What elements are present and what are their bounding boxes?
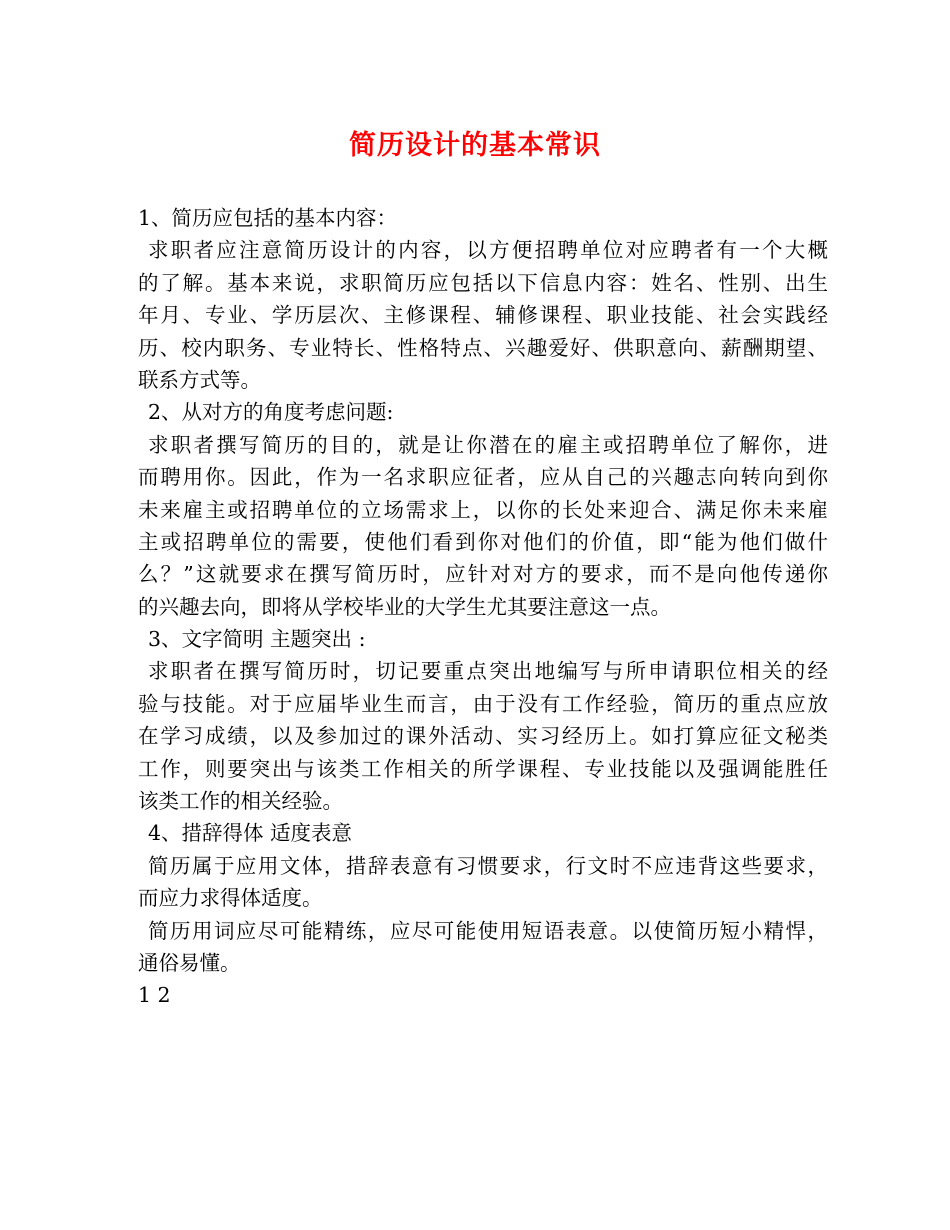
text-line: 在学习成绩，以及参加过的课外活动、实习经历上。如打算应征文秘类: [138, 724, 828, 749]
document-body: [138, 202, 828, 1012]
text-line: 简历属于应用文体，措辞表意有习惯要求，行文时不应违背这些要求，: [148, 853, 828, 878]
text-line: 该类工作的相关经验。: [138, 789, 343, 814]
text-line: 联系方式等。: [138, 367, 261, 392]
text-line: 么？”这就要求在撰写简历时，应针对对方的要求，而不是向他传递你: [138, 562, 828, 587]
text-line: 2、从对方的角度考虑问题:: [148, 400, 394, 425]
page-title: 简历设计的基本常识: [349, 130, 601, 161]
text-line: 的了解。基本来说，求职简历应包括以下信息内容：姓名、性别、出生: [138, 270, 828, 295]
text-line: 而聘用你。因此，作为一名求职应征者，应从自己的兴趣志向转向到你: [138, 465, 828, 490]
text-line: 的兴趣去向，即将从学校毕业的大学生尤其要注意这一点。: [138, 594, 671, 619]
text-line: 而应力求得体适度。: [138, 886, 323, 911]
text-line: 年月、专业、学历层次、主修课程、辅修课程、职业技能、社会实践经: [138, 303, 828, 328]
text-line: 求职者应注意简历设计的内容，以方便招聘单位对应聘者有一个大概: [148, 238, 828, 263]
text-line: 4、措辞得体 适度表意: [148, 821, 353, 846]
text-line: 求职者撰写简历的目的，就是让你潜在的雇主或招聘单位了解你，进: [148, 432, 828, 457]
text-line: 未来雇主或招聘单位的立场需求上，以你的长处来迎合、满足你未来雇: [138, 497, 828, 522]
text-line: 简历用词应尽可能精练，应尽可能使用短语表意。以使简历短小精悍，: [148, 918, 828, 943]
text-line: 1、简历应包括的基本内容：: [138, 206, 398, 230]
text-line: 历、校内职务、专业特长、性格特点、兴趣爱好、供职意向、薪酬期望、: [138, 335, 828, 360]
text-line: 通俗易懂。: [138, 950, 241, 975]
text-line: 1 2: [138, 983, 171, 1008]
text-line: 主或招聘单位的需要，使他们看到你对他们的价值，即“能为他们做什: [138, 529, 828, 554]
text-line: 验与技能。对于应届毕业生而言，由于没有工作经验，简历的重点应放: [138, 691, 828, 716]
text-line: 求职者在撰写简历时，切记要重点突出地编写与所申请职位相关的经: [148, 659, 828, 684]
text-line: 3、文字简明 主题突出 :: [148, 627, 366, 652]
text-line: 工作，则要突出与该类工作相关的所学课程、专业技能以及强调能胜任: [138, 756, 828, 781]
